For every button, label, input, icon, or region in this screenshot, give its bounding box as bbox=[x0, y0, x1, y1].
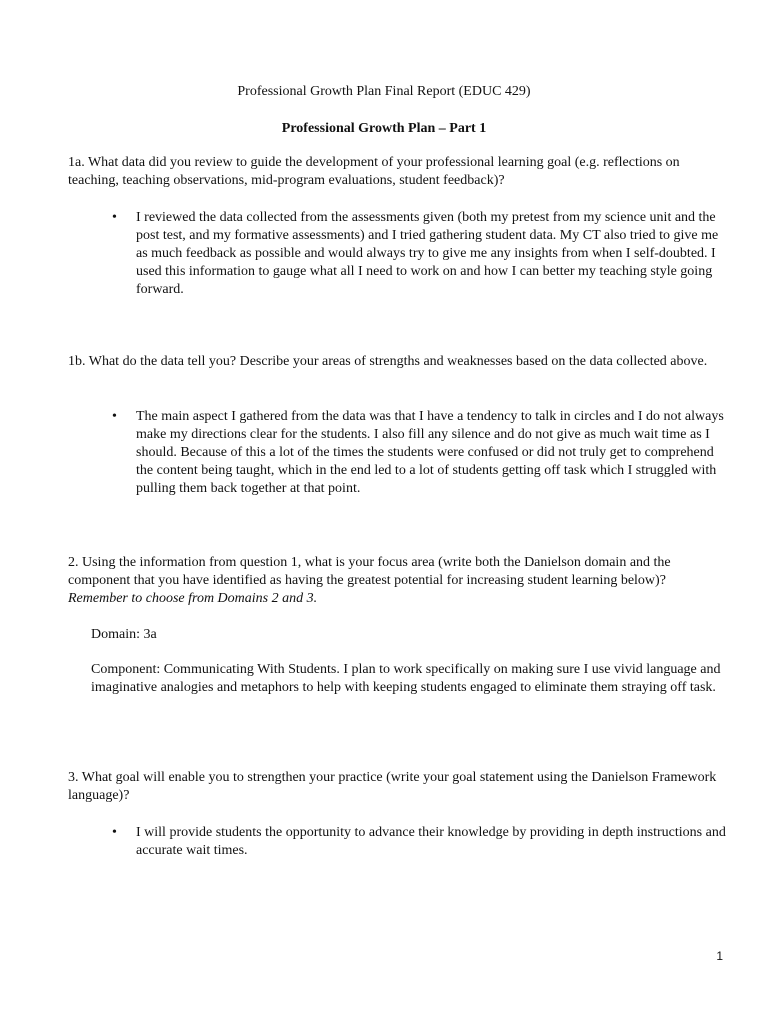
list-item bbox=[112, 824, 728, 860]
bullet-icon: • bbox=[112, 409, 117, 424]
list-item bbox=[112, 408, 728, 498]
answer-3 bbox=[112, 824, 728, 860]
document-title: Professional Growth Plan Final Report (EDUC 429) bbox=[237, 84, 531, 99]
question-2-text: 2. Using the information from question 1, what is your focus area (write both the Danielson domain and the component that you have identified as having the greatest potential for increasing student learning below)? bbox=[68, 555, 671, 588]
answer-3-text: I will provide students the opportunity to advance their knowledge by providing in depth instructions and accurate wait times. bbox=[136, 825, 726, 858]
answer-1a bbox=[112, 209, 728, 299]
answer-1b bbox=[112, 408, 728, 498]
question-1a: 1a. What data did you review to guide the development of your professional learning goal (e.g. reflections on teaching, teaching observations, mid-program evaluations, student feedback)? bbox=[68, 155, 680, 188]
question-3: 3. What goal will enable you to strengthen your practice (write your goal statement using the Danielson Framework language)? bbox=[68, 770, 717, 803]
answer-1b-text: The main aspect I gathered from the data was that I have a tendency to talk in circles and I do not always make my directions clear for the students. I also fill any silence and do not give as much wait time as I should. Because of this a lot of the times the students were confused or did not truly get to comprehend the content being taught, which in the end led to a lot of students getting off task which I struggled with pulling them back together at that point. bbox=[136, 409, 724, 496]
bullet-icon: • bbox=[112, 210, 117, 225]
question-2 bbox=[68, 554, 728, 608]
question-1b: 1b. What do the data tell you? Describe your areas of strengths and weaknesses based on the data collected above. bbox=[68, 354, 708, 369]
answer-1a-text: I reviewed the data collected from the assessments given (both my pretest from my science unit and the post test, and my formative assessments) and I tried gathering student data. My CT also tried to give me as much feedback as possible and would always try to give me any insights from when I self-doubted. I used this information to gauge what all I need to work on and how I can better my teaching style going forward. bbox=[136, 210, 719, 297]
question-2-note: Remember to choose from Domains 2 and 3. bbox=[68, 591, 318, 606]
focus-component: Component: Communicating With Students. I plan to work specifically on making sure I use vivid language and imaginative analogies and metaphors to help with keeping students engaged to eliminate them straying off task. bbox=[91, 662, 721, 695]
part-heading: Professional Growth Plan – Part 1 bbox=[281, 121, 487, 136]
list-item bbox=[112, 209, 728, 299]
bullet-icon: • bbox=[112, 825, 117, 840]
focus-domain: Domain: 3a bbox=[91, 627, 157, 642]
page-number: 1 bbox=[716, 949, 723, 963]
